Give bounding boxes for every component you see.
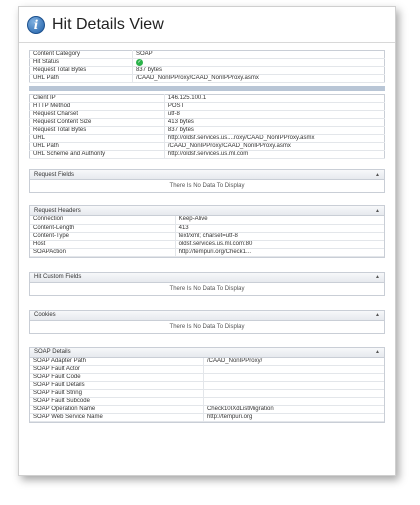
hit-custom-fields-panel [29, 272, 385, 296]
summary-table [29, 50, 385, 83]
panel-header[interactable] [30, 273, 384, 283]
details-table [29, 94, 385, 159]
row-key: Client IP [30, 95, 165, 103]
row-value: /CAAD_NonIPProxy/ [203, 358, 384, 366]
request-fields-panel [29, 169, 385, 193]
collapse-icon[interactable]: ▲ [375, 207, 380, 214]
row-value: 146.125.100.1 [164, 95, 384, 103]
row-value [203, 398, 384, 406]
soap-details-panel [29, 347, 385, 424]
check-icon: ✓ [137, 59, 142, 65]
row-value: 413 [175, 224, 384, 232]
row-value: oldsf.services.us.ml.com:80 [175, 240, 384, 248]
row-value: POST [164, 103, 384, 111]
collapse-icon[interactable]: ▲ [375, 274, 380, 280]
row-value [203, 390, 384, 398]
row-value [203, 374, 384, 382]
section-divider [29, 86, 385, 91]
row-key: Hit Status [30, 59, 133, 67]
row-key: SOAP Operation Name [30, 406, 203, 414]
row-key: Request Total Bytes [30, 127, 165, 135]
table-row [30, 216, 384, 224]
row-key: SOAP Fault String [30, 390, 203, 398]
collapse-icon[interactable]: ▲ [375, 349, 380, 355]
table-row [30, 127, 385, 135]
row-key: Content-Type [30, 232, 175, 240]
empty-message: There Is No Data To Display [169, 285, 245, 292]
row-value: 413 bytes [164, 119, 384, 127]
table-row [30, 103, 385, 111]
row-key: Request Total Bytes [30, 67, 133, 75]
panel-title: Request Headers [34, 207, 81, 214]
table-row [30, 95, 385, 103]
table-row [30, 406, 384, 414]
request-headers-panel [29, 205, 385, 258]
table-row [30, 151, 385, 159]
table-row [30, 240, 384, 248]
table-row [30, 398, 384, 406]
row-key: SOAP Adapter Path [30, 358, 203, 366]
row-value: utf-8 [164, 111, 384, 119]
page-title: Hit Details View [52, 15, 164, 33]
table-row [30, 224, 384, 232]
row-key: Content-Length [30, 224, 175, 232]
row-value [132, 59, 384, 67]
row-value [203, 366, 384, 374]
panel-header[interactable] [30, 170, 384, 180]
row-key: Content Category [30, 51, 133, 59]
hit-details-window [18, 6, 396, 476]
row-value: SOAP [132, 51, 384, 59]
table-row [30, 374, 384, 382]
row-key: SOAP Fault Actor [30, 366, 203, 374]
table-row [30, 67, 385, 75]
row-key: URL Path [30, 75, 133, 83]
panel-title: Cookies [34, 312, 56, 318]
row-key: SOAP Fault Details [30, 382, 203, 390]
row-value: /CAAD_NonIPProxy/CAAD_NonIPProxy.asmx [164, 143, 384, 151]
row-value [203, 382, 384, 390]
table-row [30, 51, 385, 59]
row-key: URL Scheme and Authority [30, 151, 165, 159]
row-key: Connection [30, 216, 175, 224]
table-row [30, 382, 384, 390]
row-key: SOAP Web Service Name [30, 414, 203, 422]
table-row [30, 135, 385, 143]
row-key: Request Content Size [30, 119, 165, 127]
panel-title: Hit Custom Fields [34, 274, 82, 280]
row-value: /CAAD_NonIPProxy/CAAD_NonIPProxy.asmx [132, 75, 384, 83]
panel-header[interactable] [30, 348, 384, 358]
panel-title: Request Fields [34, 171, 75, 178]
row-value: Keep-Alive [175, 216, 384, 224]
row-value: http://oldsf.services.us....roxy/CAAD_NonIPProxy.asmx [164, 135, 384, 143]
collapse-icon[interactable]: ▲ [375, 171, 380, 178]
cookies-panel [29, 310, 385, 334]
row-value: text/xml; charset=utf-8 [175, 232, 384, 240]
panel-title: SOAP Details [34, 349, 71, 355]
empty-message: There Is No Data To Display [169, 183, 245, 189]
table-row [30, 111, 385, 119]
row-value: 837 bytes [132, 67, 384, 75]
table-row [30, 358, 384, 366]
soap-details-table [30, 358, 384, 423]
table-row [30, 59, 385, 67]
panel-header[interactable] [30, 206, 384, 216]
request-headers-table [30, 216, 384, 257]
table-row [30, 75, 385, 83]
row-key: HTTP Method [30, 103, 165, 111]
row-value: http://tempuri.org/Check1... [175, 248, 384, 256]
row-key: SOAPAction [30, 248, 175, 256]
collapse-icon[interactable]: ▲ [375, 312, 380, 318]
table-row [30, 143, 385, 151]
row-key: Request Charset [30, 111, 165, 119]
header [19, 7, 395, 43]
row-value: http://tempuri.org [203, 414, 384, 422]
row-key: SOAP Fault Code [30, 374, 203, 382]
table-row [30, 248, 384, 256]
content [19, 43, 395, 423]
row-value: Check10IXdListMigration [203, 406, 384, 414]
row-key: Host [30, 240, 175, 248]
empty-message: There Is No Data To Display [169, 323, 245, 330]
table-row [30, 414, 384, 422]
row-value: http://oldsf.services.us.ml.com [164, 151, 384, 159]
row-key: SOAP Fault Subcode [30, 398, 203, 406]
row-key: URL [30, 135, 165, 143]
table-row [30, 119, 385, 127]
table-row [30, 366, 384, 374]
info-icon: i [27, 16, 45, 34]
row-value: 837 bytes [164, 127, 384, 135]
row-key: URL Path [30, 143, 165, 151]
panel-header[interactable] [30, 311, 384, 321]
table-row [30, 232, 384, 240]
table-row [30, 390, 384, 398]
